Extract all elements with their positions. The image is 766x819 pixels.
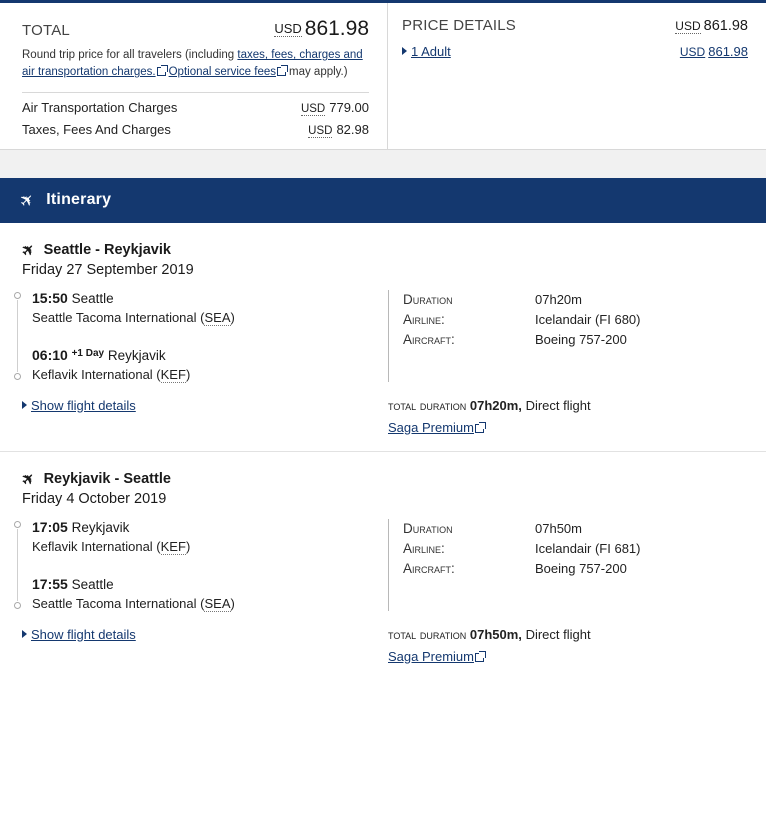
stop-city: Seattle <box>71 576 114 592</box>
detail-value: 07h50m <box>535 520 582 536</box>
stop-time: 17:55 <box>32 575 68 592</box>
timeline-bar <box>17 300 18 372</box>
segment-stops <box>0 519 388 611</box>
fare-amount <box>308 122 369 137</box>
total-duration-value: 07h50m, <box>469 626 522 642</box>
passenger-value: 861.98 <box>708 44 748 59</box>
show-flight-details-link[interactable]: Show flight details <box>31 626 136 642</box>
stop-day-offset: +1 Day <box>71 347 105 359</box>
airport-code: KEF <box>160 366 186 382</box>
detail-aircraft <box>389 332 766 352</box>
disclaimer-suffix: may apply.) <box>289 66 348 79</box>
footer-summary <box>388 398 766 435</box>
flight-segment-return <box>0 452 766 680</box>
fare-label: Taxes, Fees And Charges <box>22 121 171 137</box>
show-flight-details-link[interactable]: Show flight details <box>31 397 136 413</box>
stop-airport: Seattle Tacoma International (SEA) <box>32 595 235 611</box>
external-link-icon <box>475 653 484 662</box>
total-price-section <box>0 3 388 149</box>
detail-value: Boeing 757-200 <box>535 560 627 576</box>
timeline-dot-departure <box>14 521 21 528</box>
segment-details <box>388 290 766 382</box>
detail-duration <box>389 292 766 312</box>
stop-time-row <box>32 519 388 535</box>
airport-code: SEA <box>204 309 231 325</box>
stop-arrival <box>22 576 388 611</box>
total-duration-note: Direct flight <box>525 397 591 413</box>
plane-icon: ✈ <box>18 239 40 261</box>
stop-departure <box>22 290 388 325</box>
plane-icon: ✈ <box>18 468 40 490</box>
chevron-right-icon <box>22 401 27 409</box>
cabin-class-link[interactable] <box>388 649 487 664</box>
price-details-value: 861.98 <box>703 18 748 34</box>
flight-route <box>0 241 766 259</box>
price-panel <box>0 0 766 150</box>
detail-value: Icelandair (FI 681) <box>535 540 641 556</box>
timeline-dot-arrival <box>14 373 21 380</box>
flight-date: Friday 4 October 2019 <box>22 490 167 507</box>
airport-code: SEA <box>204 595 231 611</box>
segment-footer <box>0 382 766 451</box>
stop-airport: Seattle Tacoma International (SEA) <box>32 309 235 325</box>
flight-segment-outbound <box>0 223 766 452</box>
segment-body <box>0 290 766 382</box>
chevron-right-icon <box>402 47 407 55</box>
cabin-class-label: Saga Premium <box>388 648 474 664</box>
price-details-header <box>402 17 748 34</box>
detail-value: 07h20m <box>535 291 582 307</box>
external-link-icon <box>157 67 166 76</box>
airport-name: Seattle Tacoma International <box>32 309 197 325</box>
disclaimer-prefix: Round trip price for all travelers (including <box>22 49 238 61</box>
detail-key: Airline: <box>403 540 445 556</box>
passenger-amount[interactable] <box>680 44 748 59</box>
stop-time-row <box>32 576 388 592</box>
detail-aircraft <box>389 561 766 581</box>
detail-value: Icelandair (FI 680) <box>535 311 641 327</box>
detail-key: Duration <box>403 291 453 307</box>
price-details-title: PRICE DETAILS <box>402 17 517 34</box>
timeline-graphic <box>14 292 22 380</box>
show-details-wrap[interactable] <box>0 627 388 642</box>
timeline-graphic <box>14 521 22 609</box>
passenger-toggle[interactable] <box>402 44 451 59</box>
taxes-fees-link[interactable]: taxes, fees, charges and air transportation charges. <box>22 49 363 79</box>
total-amount <box>274 17 369 41</box>
airport-code: KEF <box>160 538 186 554</box>
total-duration-value: 07h20m, <box>469 397 522 413</box>
detail-duration <box>389 521 766 541</box>
fare-value: 82.98 <box>336 121 369 137</box>
stop-city: Seattle <box>71 290 114 306</box>
total-row <box>22 17 369 47</box>
flight-date: Friday 27 September 2019 <box>22 261 194 278</box>
cabin-class-label: Saga Premium <box>388 419 474 435</box>
airport-name: Keflavik International <box>32 538 153 554</box>
total-duration-label: total duration <box>388 626 467 642</box>
external-link-icon <box>475 424 484 433</box>
fare-line-air-transportation <box>22 93 369 115</box>
segment-body <box>0 519 766 611</box>
plane-icon: ✈ <box>15 188 39 212</box>
total-duration <box>388 627 766 642</box>
stop-departure <box>22 519 388 554</box>
flight-route <box>0 470 766 488</box>
fare-line-taxes <box>22 115 369 137</box>
passenger-row <box>402 44 748 59</box>
route-label: Seattle - Reykjavik <box>43 241 171 258</box>
fare-value: 779.00 <box>329 99 369 115</box>
fare-currency: USD <box>308 124 333 137</box>
stop-time: 15:50 <box>32 289 68 306</box>
total-duration-note: Direct flight <box>525 626 591 642</box>
external-link-icon <box>277 67 286 76</box>
detail-key: Aircraft: <box>403 560 455 576</box>
stop-city: Reykjavik <box>107 347 166 363</box>
section-separator <box>0 150 766 178</box>
footer-summary <box>388 627 766 664</box>
segment-details <box>388 519 766 611</box>
fare-amount <box>301 100 369 115</box>
cabin-class-link[interactable] <box>388 420 487 435</box>
detail-key: Duration <box>403 520 453 536</box>
fare-currency: USD <box>300 102 326 115</box>
passenger-currency: USD <box>679 45 706 59</box>
stop-time: 06:10 <box>32 346 68 363</box>
fare-label: Air Transportation Charges <box>22 99 178 115</box>
price-details-currency: USD <box>675 19 701 33</box>
detail-key: Airline: <box>403 311 445 327</box>
segment-stops <box>0 290 388 382</box>
route-label: Reykjavik - Seattle <box>43 470 171 487</box>
show-details-wrap[interactable] <box>0 398 388 413</box>
price-details-section <box>388 3 766 149</box>
timeline-dot-arrival <box>14 602 21 609</box>
total-value: 861.98 <box>304 17 369 40</box>
stop-airport: Keflavik International (KEF) <box>32 538 191 554</box>
stop-time: 17:05 <box>32 518 68 535</box>
stop-time-row <box>32 290 388 306</box>
detail-airline <box>389 312 766 332</box>
optional-service-fees-link[interactable]: Optional service fees <box>168 66 276 79</box>
stop-airport: Keflavik International (KEF) <box>32 366 191 382</box>
total-label: TOTAL <box>22 22 70 39</box>
segment-footer <box>0 611 766 680</box>
stop-time-row <box>32 347 388 363</box>
detail-airline <box>389 541 766 561</box>
timeline-bar <box>17 529 18 601</box>
total-duration <box>388 398 766 413</box>
price-disclaimer <box>22 47 369 93</box>
itinerary-title: Itinerary <box>46 191 112 208</box>
stop-city: Reykjavik <box>71 519 130 535</box>
detail-key: Aircraft: <box>403 331 455 347</box>
passenger-label[interactable]: 1 Adult <box>411 44 451 59</box>
timeline-dot-departure <box>14 292 21 299</box>
airport-name: Keflavik International <box>32 366 153 382</box>
detail-value: Boeing 757-200 <box>535 331 627 347</box>
airport-name: Seattle Tacoma International <box>32 595 197 611</box>
chevron-right-icon <box>22 630 27 638</box>
price-details-amount <box>675 18 748 34</box>
itinerary-header <box>0 178 766 223</box>
total-duration-label: total duration <box>388 397 467 413</box>
stop-arrival <box>22 347 388 382</box>
total-currency: USD <box>274 21 302 36</box>
